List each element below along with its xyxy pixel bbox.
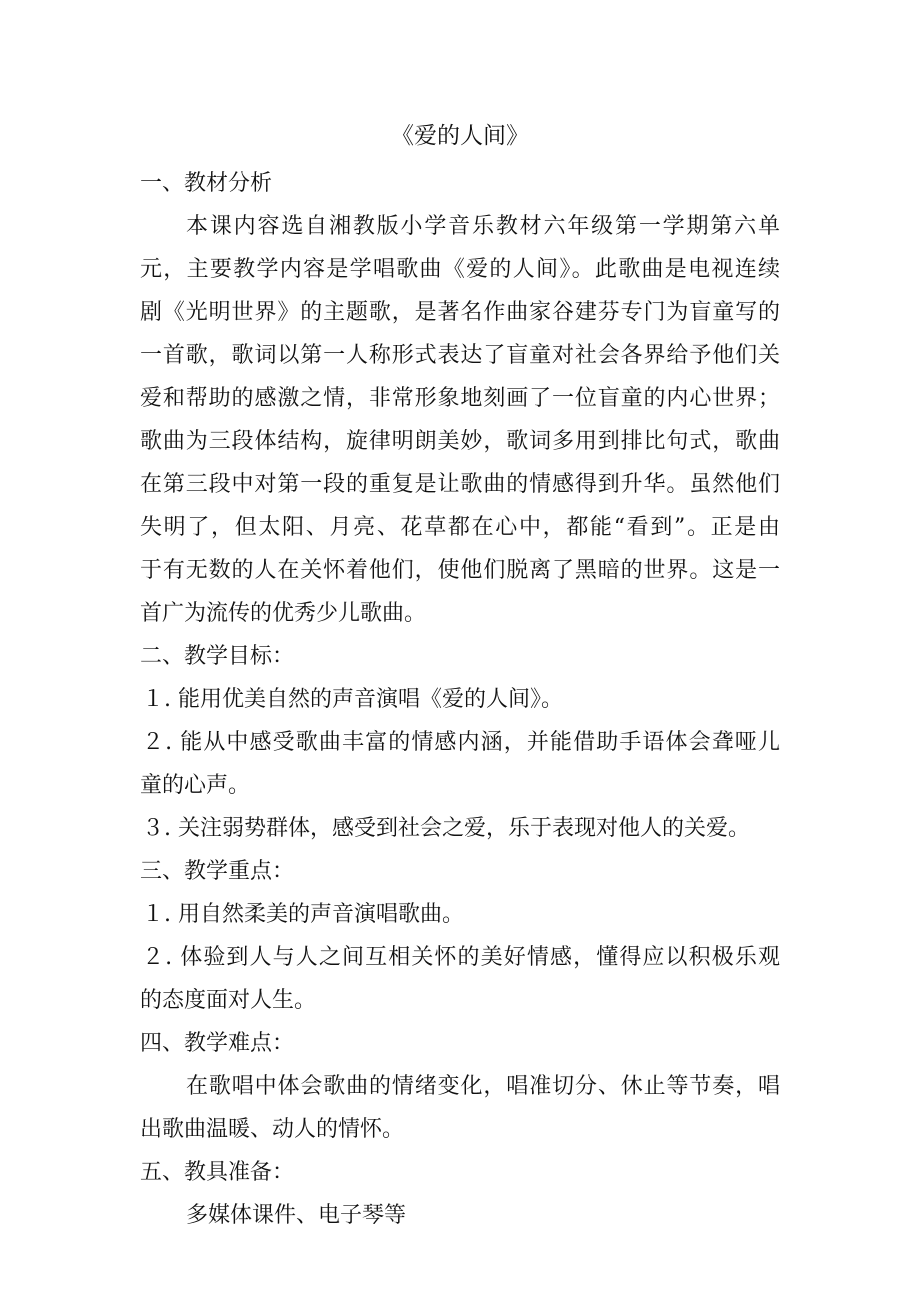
paragraph-line: 歌曲为三段体结构，旋律明朗美妙，歌词多用到排比句式，歌曲	[140, 429, 780, 454]
paragraph-line: 失明了，但太阳、月亮、花草都在心中，都能“看到”。正是由	[140, 515, 780, 540]
paragraph-line: 出歌曲温暖、动人的情怀。	[140, 1117, 405, 1142]
list-item: ３. 关注弱势群体，感受到社会之爱，乐于表现对他人的关爱。	[142, 816, 750, 841]
paragraph-line: 首广为流传的优秀少儿歌曲。	[140, 601, 427, 626]
list-item-continuation: 的态度面对人生。	[140, 988, 317, 1013]
paragraph-line: 在第三段中对第一段的重复是让歌曲的情感得到升华。虽然他们	[140, 472, 780, 497]
paragraph-line: 元，主要教学内容是学唱歌曲《爱的人间》。此歌曲是电视连续	[140, 257, 780, 282]
paragraph-line: 在歌唱中体会歌曲的情绪变化，唱准切分、休止等节奏，唱	[186, 1074, 780, 1099]
list-item: １. 用自然柔美的声音演唱歌曲。	[142, 902, 464, 927]
paragraph-line: 多媒体课件、电子琴等	[186, 1203, 407, 1228]
document-title: 《爱的人间》	[391, 123, 529, 149]
section-heading-materials: 五、教具准备：	[140, 1160, 295, 1185]
section-heading-goals: 二、教学目标：	[140, 644, 295, 669]
list-item-continuation: 童的心声。	[140, 773, 251, 798]
paragraph-line: 一首歌，歌词以第一人称形式表达了盲童对社会各界给予他们关	[140, 343, 780, 368]
list-item: ２. 体验到人与人之间互相关怀的美好情感，懂得应以积极乐观	[142, 945, 780, 970]
section-heading-analysis: 一、教材分析	[140, 171, 273, 196]
section-heading-key-points: 三、教学重点：	[140, 859, 295, 884]
paragraph-line: 本课内容选自湘教版小学音乐教材六年级第一学期第六单	[186, 214, 780, 239]
paragraph-line: 于有无数的人在关怀着他们，使他们脱离了黑暗的世界。这是一	[140, 558, 780, 583]
list-item: ２. 能从中感受歌曲丰富的情感内涵，并能借助手语体会聋哑儿	[142, 730, 780, 755]
paragraph-line: 剧《光明世界》的主题歌，是著名作曲家谷建芬专门为盲童写的	[140, 300, 780, 325]
section-heading-difficulties: 四、教学难点：	[140, 1031, 295, 1056]
list-item: １. 能用优美自然的声音演唱《爱的人间》。	[142, 687, 563, 712]
paragraph-line: 爱和帮助的感激之情，非常形象地刻画了一位盲童的内心世界；	[140, 386, 780, 411]
